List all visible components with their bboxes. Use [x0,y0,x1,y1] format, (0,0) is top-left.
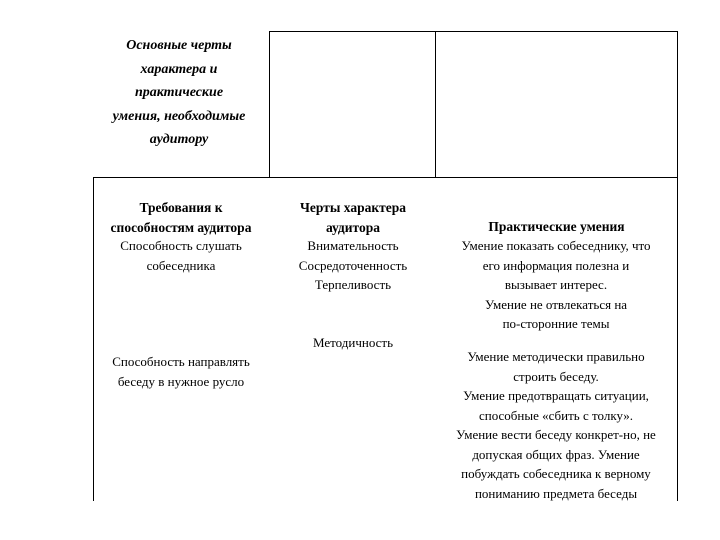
row1-skills-cell: Умение показать собеседнику, что его информация полезна и вызывает интерес. Умение не отвлекаться на по-сторонние темы [461,238,651,331]
header-character-traits: Черты характера аудитора [299,200,407,235]
row1-traits-cell: Внимательность Сосредоточенность Терпеливость [298,238,408,292]
row2-skills-cell: Умение методически правильно строить беседу. Умение предотвращать ситуации, способные «сбить с толку». Умение вести беседу конкрет-но, не допуская общих фраз. Умение побуждать собеседника к верному пониманию предмета беседы [456,349,656,501]
header-practical-skills: Практические умения [488,219,625,234]
title-line: аудитору [149,132,209,147]
upper-divider-line-col3 [435,31,436,178]
row1-requirement-cell: Способность слушать собеседника [120,238,242,273]
row2-requirement-cell: Способность направлять беседу в нужное русло [112,354,250,389]
row-separator-line [93,177,678,178]
top-border-line [269,31,678,32]
table-title-cell [88,34,270,152]
title-line: Основные черты [126,38,232,53]
header-requirements: Требования к способностям аудитора [110,200,252,235]
row2-traits-cell: Методичность [312,335,394,350]
title-line: характера и [140,61,218,77]
title-line: практические [134,85,224,100]
title-line: умения, необходимые [112,108,246,124]
